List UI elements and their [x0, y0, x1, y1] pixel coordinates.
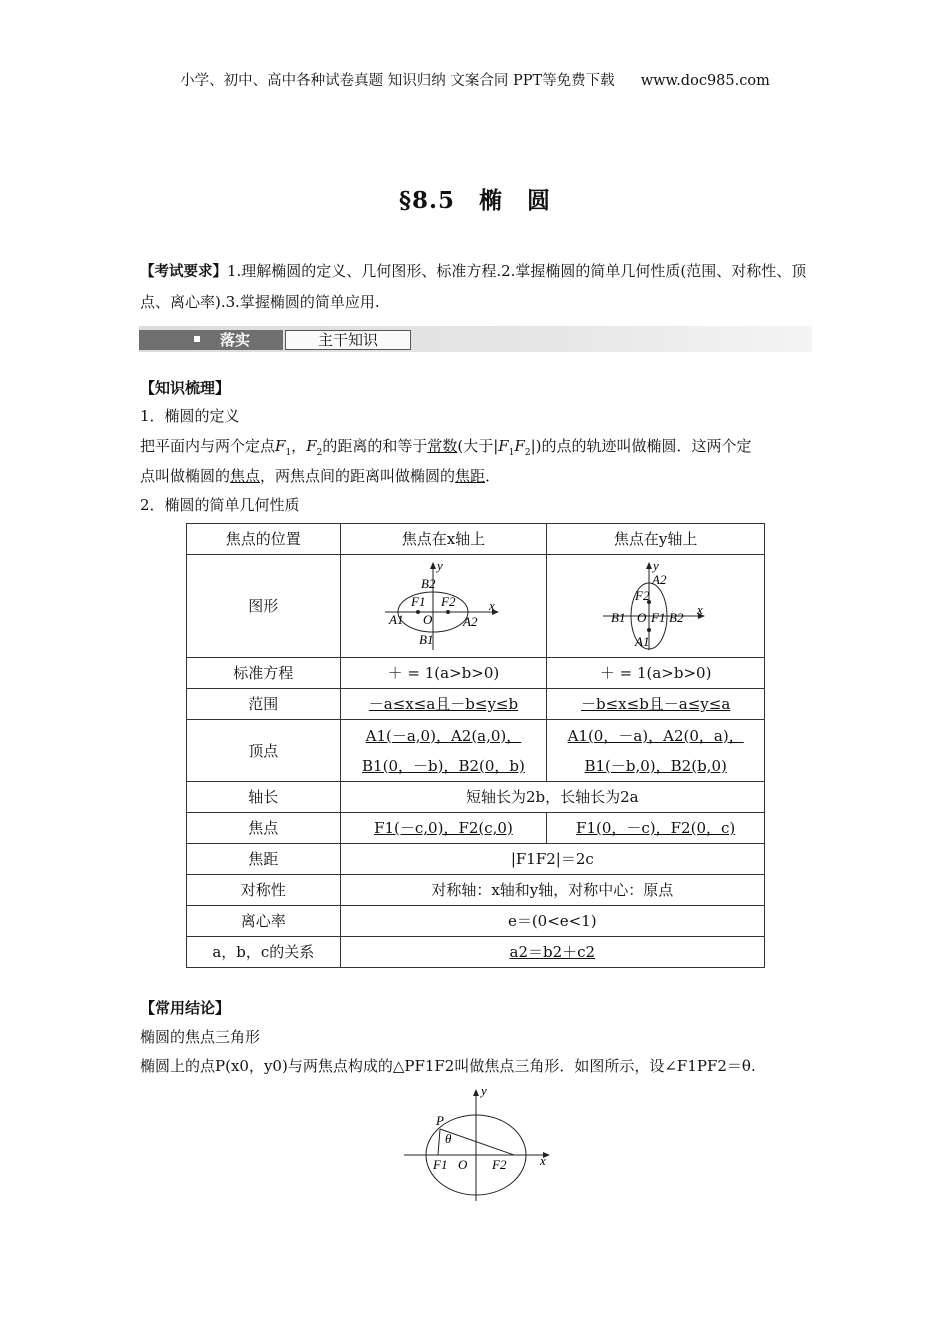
- table-row: a，b，c的关系 a2＝b2＋c2: [187, 937, 765, 968]
- svg-text:A2: A2: [651, 572, 667, 587]
- definition-line1: 把平面内与两个定点$F_1$，$F_2$的距离的和等于常数(大于$|F_1F_2|$)的点的轨迹叫做椭圆．这两个定: [140, 437, 752, 458]
- svg-text:F1: F1: [411, 594, 426, 609]
- svg-text:F1: F1: [433, 1157, 448, 1172]
- header-text: 小学、初中、高中各种试卷真题 知识归纳 文案合同 PPT等免费下载: [180, 73, 615, 89]
- svg-text:F1: F1: [650, 610, 666, 625]
- svg-text:B1: B1: [610, 610, 626, 625]
- svg-text:y: y: [481, 1085, 487, 1098]
- page-title: §8.5 椭 圆: [398, 187, 552, 214]
- table-row: 离心率 e＝(0<e<1): [187, 906, 765, 937]
- svg-text:y: y: [437, 560, 444, 573]
- page-header: [0, 69, 950, 90]
- focal-triangle-figure: [400, 1085, 560, 1205]
- svg-text:x: x: [540, 1153, 546, 1168]
- table-row: 对称性 对称轴：x轴和y轴，对称中心：原点: [187, 875, 765, 906]
- svg-text:O: O: [458, 1157, 468, 1172]
- item2-title: 2．椭圆的简单几何性质: [140, 496, 300, 514]
- table-row: 顶点 A1(－a,0)，A2(a,0)， B1(0，－b)，B2(0，b) A1(0，－a)，A2(0，a)， B1(－b,0)，B2(b,0): [187, 720, 765, 782]
- knowledge-label: 【知识梳理】: [140, 379, 231, 397]
- svg-text:F2: F2: [492, 1157, 507, 1172]
- table-row: 图形 y x B2 B1 F1 F2 A1 A2 O y x A2 F2 B1 O F1 B2 A1: [187, 555, 765, 658]
- requirements-text: 1.理解椭圆的定义、几何图形、标准方程.2.掌握椭圆的简单几何性质(范围、对称性、顶点、离心率).3.掌握椭圆的简单应用.: [140, 262, 807, 311]
- section-banner: [139, 326, 812, 352]
- exam-requirements: [140, 256, 812, 317]
- svg-text:x: x: [489, 598, 496, 613]
- svg-text:O: O: [636, 610, 647, 625]
- svg-text:A1: A1: [634, 634, 650, 649]
- banner-dark-tab: [139, 330, 283, 350]
- svg-text:F2: F2: [634, 588, 650, 603]
- svg-text:x: x: [696, 602, 703, 617]
- term-focal-distance: 焦距: [455, 467, 486, 485]
- svg-text:F2: F2: [441, 594, 456, 609]
- svg-text:B2: B2: [421, 576, 436, 591]
- svg-text:A2: A2: [463, 614, 478, 629]
- table-row: 范围 －a≤x≤a且－b≤y≤b －b≤x≤b且－a≤y≤a: [187, 689, 765, 720]
- requirements-label: 【考试要求】: [140, 264, 227, 280]
- figure-x-ellipse: [340, 555, 547, 658]
- header-site: www.doc985.com: [640, 73, 770, 89]
- square-bullet-icon: [194, 336, 200, 342]
- svg-text:y: y: [652, 560, 659, 573]
- definition-line2: 点叫做椭圆的焦点，两焦点间的距离叫做椭圆的焦距．: [140, 467, 501, 485]
- svg-text:P: P: [436, 1113, 444, 1128]
- item1-title: 1．椭圆的定义: [140, 407, 240, 425]
- svg-text:A1: A1: [389, 612, 404, 627]
- svg-text:B1: B1: [419, 632, 434, 647]
- table-row: 轴长 短轴长为2b，长轴长为2a: [187, 782, 765, 813]
- svg-text:O: O: [423, 612, 433, 627]
- svg-text:θ: θ: [445, 1131, 452, 1146]
- table-row: 焦点 F1(－c,0)，F2(c,0) F1(0，－c)，F2(0，c): [187, 813, 765, 844]
- term-focus: 焦点: [230, 467, 261, 485]
- conclusion-label: 【常用结论】: [140, 999, 231, 1017]
- svg-text:B2: B2: [668, 610, 684, 625]
- table-row: 焦点的位置 焦点在x轴上 焦点在y轴上: [187, 524, 765, 555]
- conclusion-text: 椭圆上的点P(x0，y0)与两焦点构成的△PF1F2叫做焦点三角形．如图所示，设∠F1PF2＝θ.: [140, 1057, 756, 1075]
- table-row: 标准方程 ＋ = 1(a>b>0) ＋ = 1(a>b>0): [187, 658, 765, 689]
- banner-dark-label: 落实: [220, 331, 251, 349]
- figure-y-ellipse: [547, 555, 765, 658]
- banner-light-tab: 主干知识: [285, 330, 411, 350]
- conclusion-title: 椭圆的焦点三角形: [140, 1028, 261, 1046]
- ellipse-properties-table: [186, 523, 765, 968]
- table-row: 焦距 |F1F2|＝2c: [187, 844, 765, 875]
- term-constant: 常数: [427, 437, 458, 455]
